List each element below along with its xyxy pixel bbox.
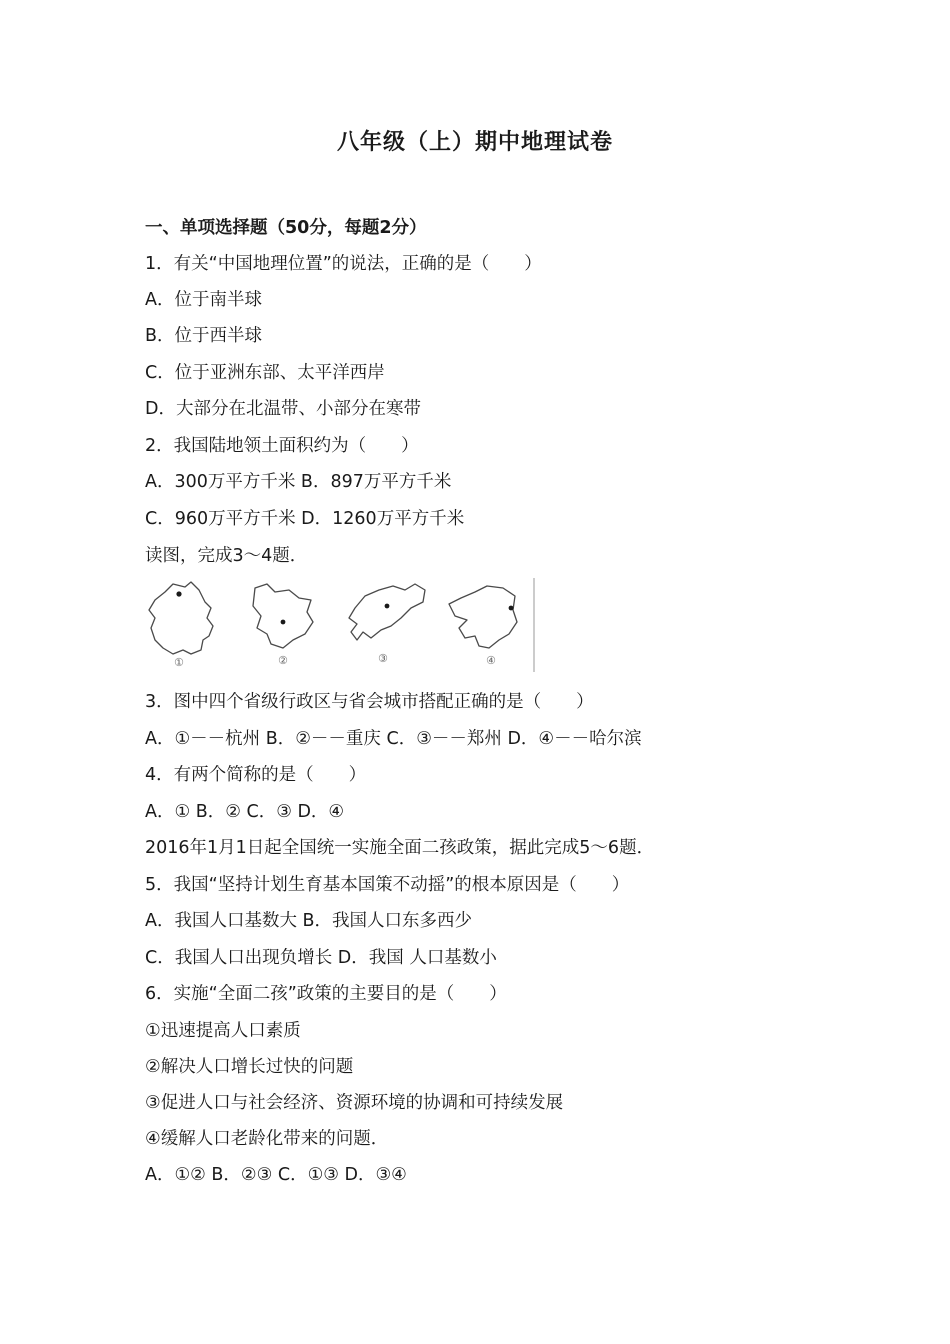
capital-dot-4	[509, 606, 514, 611]
capital-dot-1	[176, 591, 181, 596]
q5-stem: 5．我国“坚持计划生育基本国策不动摇”的根本原因是（ ）	[145, 875, 630, 895]
q1-option-d: D．大部分在北温带、小部分在寒带	[145, 399, 421, 419]
section-heading: 一、单项选择题（50分，每题2分）	[145, 218, 427, 238]
q6-item-4: ④缓解人口老龄化带来的问题．	[145, 1129, 389, 1149]
q1-option-a: A．位于南半球	[145, 290, 262, 310]
q3-options: A．①－－杭州 B．②－－重庆 C．③－－郑州 D．④－－哈尔滨	[145, 729, 642, 749]
province-maps-figure	[143, 578, 538, 672]
q6-item-1: ①迅速提高人口素质	[145, 1021, 301, 1041]
map-label-3: ③	[378, 652, 388, 665]
q2-stem: 2．我国陆地领土面积约为（ ）	[145, 436, 419, 456]
q1-stem: 1．有关“中国地理位置”的说法，正确的是（ ）	[145, 254, 542, 274]
q2-options-ab: A．300万平方千米 B．897万平方千米	[145, 472, 452, 492]
q4-options: A．① B．② C．③ D．④	[145, 802, 345, 822]
q3-stem: 3．图中四个省级行政区与省会城市搭配正确的是（ ）	[145, 692, 594, 712]
province-outline-3	[349, 584, 425, 640]
q5-options-ab: A．我国人口基数大 B．我国人口东多西少	[145, 911, 473, 931]
q2-options-cd: C．960万平方千米 D．1260万平方千米	[145, 509, 465, 529]
province-outline-4	[449, 586, 517, 648]
q5-6-intro: 2016年1月1日起全国统一实施全面二孩政策，据此完成5～6题．	[145, 838, 655, 858]
map-label-2: ②	[278, 654, 288, 667]
capital-dot-2	[281, 620, 286, 625]
q6-item-3: ③促进人口与社会经济、资源环境的协调和可持续发展	[145, 1093, 564, 1113]
q5-options-cd: C．我国人口出现负增长 D．我国 人口基数小	[145, 948, 497, 968]
province-outline-2	[253, 584, 313, 648]
q1-option-b: B．位于西半球	[145, 326, 263, 346]
map-label-1: ①	[174, 656, 184, 669]
q6-item-2: ②解决人口增长过快的问题	[145, 1057, 354, 1077]
capital-dot-3	[385, 604, 390, 609]
q4-stem: 4．有两个简称的是（ ）	[145, 765, 367, 785]
map-label-4: ④	[486, 654, 496, 667]
q6-options: A．①② B．②③ C．①③ D．③④	[145, 1165, 407, 1185]
page-title: 八年级（上）期中地理试卷	[336, 130, 613, 155]
read-map-instruction: 读图，完成3～4题．	[145, 546, 308, 566]
q6-stem: 6．实施“全面二孩”政策的主要目的是（ ）	[145, 984, 507, 1004]
q1-option-c: C．位于亚洲东部、太平洋西岸	[145, 363, 385, 383]
